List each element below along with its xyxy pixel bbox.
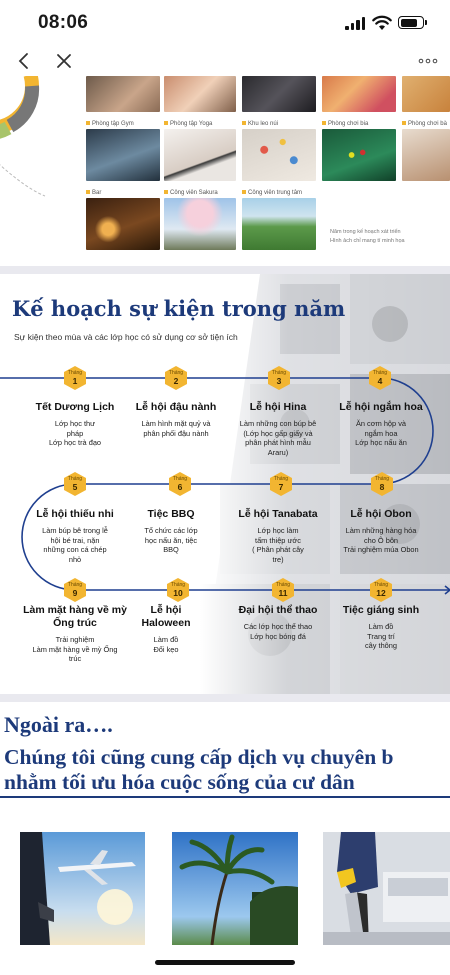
event-description: Lớp học làm tấm thiệp ước ( Phân phát cây tre) — [252, 526, 304, 564]
close-icon — [52, 49, 76, 73]
donut-graphic — [0, 76, 70, 216]
month-word: Tháng — [67, 582, 83, 588]
month-number: 7 — [278, 482, 284, 492]
facility-label: Phòng tập Gym — [86, 121, 134, 127]
event-name: Tiệc giáng sinh — [342, 604, 420, 616]
month-badge — [62, 365, 88, 391]
events-title: Kế hoạch sự kiện trong năm — [12, 296, 346, 321]
month-number: 5 — [72, 482, 78, 492]
event-name: Lễ hội thiếu nhi — [36, 508, 114, 520]
month-badge — [62, 471, 88, 497]
events-subtitle: Sự kiện theo mùa và các lớp học có sử dụng cơ sở tiện ích — [14, 332, 238, 342]
event-item — [325, 508, 437, 555]
facility-photo-sakura — [164, 198, 236, 250]
more-dots-icon — [416, 49, 440, 73]
month-number: 8 — [379, 482, 385, 492]
facility-photo-other — [402, 129, 450, 181]
facility-label: Bar — [86, 190, 101, 196]
status-time: 08:06 — [38, 12, 89, 33]
month-word: Tháng — [67, 370, 83, 376]
wifi-icon — [372, 15, 392, 31]
events-section — [0, 274, 450, 694]
cellular-signal-icon — [345, 17, 365, 30]
month-badge — [369, 471, 395, 497]
facility-photo — [322, 76, 396, 112]
month-badge — [268, 471, 294, 497]
service-photo-resort — [172, 832, 298, 945]
event-name: Lễ hội Tanabata — [238, 508, 318, 520]
service-photo-travel — [20, 832, 145, 945]
event-item — [325, 604, 437, 651]
month-number: 11 — [278, 588, 288, 598]
event-item — [115, 508, 227, 555]
month-badge — [62, 577, 88, 603]
extra-line-1: Chúng tôi cũng cung cấp dịch vụ chuyên b — [4, 745, 394, 769]
month-number: 1 — [72, 376, 78, 386]
heading-underline — [0, 796, 450, 798]
event-item — [222, 604, 334, 641]
event-item — [325, 401, 437, 448]
section-divider — [0, 266, 450, 274]
facility-photo-billiards — [322, 129, 396, 181]
event-description: Làm đồ Trang trí cây thông — [364, 622, 398, 651]
event-name: Lễ hội ngắm hoa — [339, 401, 423, 413]
month-number: 10 — [173, 588, 183, 598]
event-name: Lễ hội đậu nành — [135, 401, 217, 413]
month-number: 3 — [276, 376, 282, 386]
event-item — [120, 401, 232, 438]
event-description: Tổ chức các lớp học nấu ăn, tiệc BBQ — [144, 526, 198, 555]
extra-heading: Ngoài ra…. — [4, 712, 113, 737]
month-word: Tháng — [271, 370, 287, 376]
event-description: Lớp học thư pháp Lớp học trà đạo — [48, 419, 102, 448]
month-badge — [368, 577, 394, 603]
section-divider — [0, 694, 450, 702]
facility-photo-bar — [86, 198, 160, 250]
event-name: Lễ hội Hina — [249, 401, 307, 413]
event-description: Làm những con búp bê (Lớp học gấp giấy và phân phát hình mẫu Araru) — [239, 419, 317, 457]
facility-photo-central-park — [242, 198, 316, 250]
event-name: Tết Dương Lịch — [35, 401, 115, 413]
facility-label: Công viên Sakura — [164, 190, 218, 196]
home-indicator[interactable] — [155, 960, 295, 965]
event-description: Làm hình mặt quỷ và phân phối đậu nành — [141, 419, 211, 438]
month-word: Tháng — [374, 476, 390, 482]
legend-text: Hình ảch chỉ mang tí minh họa — [330, 238, 405, 244]
event-name: Tiệc BBQ — [147, 508, 195, 520]
facility-photo-yoga — [164, 129, 236, 181]
event-description: Làm đồ Đổi kẹo — [153, 635, 179, 654]
month-number: 6 — [177, 482, 183, 492]
event-name: Lễ hội Haloween — [141, 604, 191, 629]
chevron-left-icon — [12, 49, 36, 73]
month-number: 9 — [72, 588, 78, 598]
browser-toolbar — [0, 46, 450, 76]
facility-label: Phòng tập Yoga — [164, 121, 212, 127]
month-word: Tháng — [275, 582, 291, 588]
month-badge — [163, 365, 189, 391]
extra-services-section — [0, 702, 450, 975]
month-badge — [165, 577, 191, 603]
event-description: Làm những hàng hóa cho Ô bôn Trải nghiệm múa Obon — [343, 526, 419, 555]
battery-icon — [398, 16, 424, 29]
facility-label: Khu leo núi — [242, 121, 278, 127]
facility-grid — [0, 76, 450, 266]
facility-label: Phòng chơi bà — [402, 121, 447, 127]
extra-line-2: nhằm tối ưu hóa cuộc sống của cư dân — [4, 770, 355, 794]
event-item — [222, 401, 334, 457]
facility-photo — [86, 76, 160, 112]
month-badge — [167, 471, 193, 497]
month-word: Tháng — [168, 370, 184, 376]
event-description: Trải nghiệm Làm mặt hàng về mỳ Ống trúc — [32, 635, 118, 664]
service-photo-cleaning — [323, 832, 450, 945]
facility-label: Phòng chơi bia — [322, 121, 368, 127]
more-options-button[interactable] — [416, 49, 440, 73]
month-word: Tháng — [273, 476, 289, 482]
back-button[interactable] — [12, 49, 36, 73]
page-content[interactable] — [0, 76, 450, 975]
event-description: Ăn cơm hộp và ngắm hoa Lớp học nấu ăn — [355, 419, 407, 448]
event-item — [19, 401, 131, 448]
month-word: Tháng — [372, 370, 388, 376]
month-word: Tháng — [67, 476, 83, 482]
facility-photo — [402, 76, 450, 112]
month-word: Tháng — [170, 582, 186, 588]
month-number: 4 — [377, 376, 383, 386]
month-number: 12 — [376, 588, 386, 598]
legend-text: Năm trong kế hoạch xát triển — [330, 229, 401, 235]
status-bar — [0, 0, 450, 46]
event-name: Lễ hội Obon — [350, 508, 412, 520]
event-name: Làm mặt hàng về mỳ Ống trúc — [23, 604, 127, 629]
event-description: Các lớp học thể thao Lớp học bóng đá — [243, 622, 313, 641]
month-word: Tháng — [172, 476, 188, 482]
facility-photo — [242, 76, 316, 112]
month-badge — [266, 365, 292, 391]
event-item — [110, 604, 222, 654]
facility-photo-climbing — [242, 129, 316, 181]
month-badge — [270, 577, 296, 603]
facility-photo-gym — [86, 129, 160, 181]
month-word: Tháng — [373, 582, 389, 588]
month-badge — [367, 365, 393, 391]
event-name: Đại hội thể thao — [238, 604, 318, 616]
event-item — [222, 508, 334, 564]
event-description: Làm búp bê trong lễ hội bé trai, nặn những con cá chép nhỏ — [42, 526, 108, 564]
facility-label: Công viên trung tâm — [242, 190, 302, 196]
facility-photo — [164, 76, 236, 112]
month-number: 2 — [173, 376, 179, 386]
close-button[interactable] — [52, 49, 76, 73]
